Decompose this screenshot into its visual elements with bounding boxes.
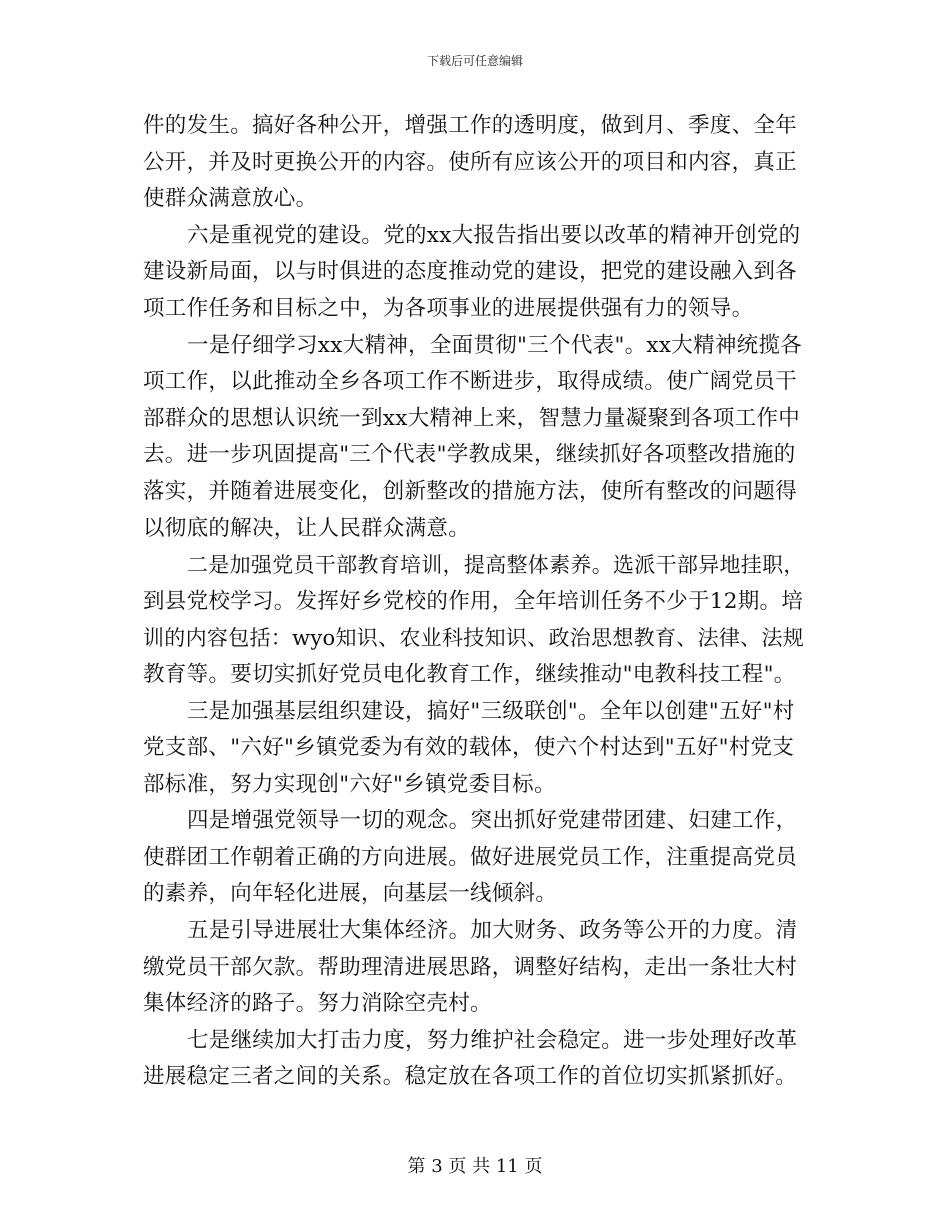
text-line: 以彻底的解决，让人民群众满意。 — [143, 515, 471, 541]
page-header-note: 下载后可任意编辑 — [426, 54, 523, 68]
text-line: 部标准，努力实现创"六好"乡镇党委目标。 — [143, 771, 556, 797]
text-line: 训的内容包括：wyo知识、农业科技知识、政治思想教育、法律、法规 — [143, 626, 805, 651]
text-line: 党支部、"六好"乡镇党委为有效的载体，使六个村达到"五好"村党支 — [143, 735, 795, 761]
text-line: 进展稳定三者之间的关系。稳定放在各项工作的首位切实抓紧抓好。 — [143, 1064, 798, 1090]
text-line: 部群众的思想认识统一到xx大精神上来，智慧力量凝聚到各项工作中 — [143, 405, 801, 431]
text-line: 公开，并及时更换公开的内容。使所有应该公开的项目和内容，真正 — [143, 149, 798, 175]
text-line: 建设新局面，以与时俱进的态度推动党的建设，把党的建设融入到各 — [143, 259, 798, 285]
text-line: 使群众满意放心。 — [143, 186, 318, 212]
text-line: 五是引导进展壮大集体经济。加大财务、政务等公开的力度。清 — [187, 918, 798, 944]
text-line: 六是重视党的建设。党的xx大报告指出要以改革的精神开创党的 — [187, 222, 801, 248]
text-line: 件的发生。搞好各种公开，增强工作的透明度，做到月、季度、全年 — [143, 113, 798, 138]
text-line: 四是增强党领导一切的观念。突出抓好党建带团建、妇建工作， — [187, 808, 798, 834]
page-number-footer: 第 3 页 共 11 页 — [407, 1156, 543, 1177]
text-line: 的素养，向年轻化进展，向基层一线倾斜。 — [143, 881, 558, 907]
text-line: 二是加强党员干部教育培训，提高整体素养。选派干部异地挂职， — [187, 553, 805, 578]
text-line: 七是继续加大打击力度，努力维护社会稳定。进一步处理好改革 — [187, 1027, 798, 1053]
text-line: 使群团工作朝着正确的方向进展。做好进展党员工作，注重提高党员 — [143, 844, 798, 870]
text-line: 缴党员干部欠款。帮助理清进展思路，调整好结构，走出一条壮大村 — [143, 954, 798, 980]
text-line: 去。进一步巩固提高"三个代表"学教成果，继续抓好各项整改措施的 — [143, 442, 796, 468]
text-line: 到县党校学习。发挥好乡党校的作用，全年培训任务不少于12期。培 — [143, 588, 804, 614]
text-line: 教育等。要切实抓好党员电化教育工作，继续推动"电教科技工程"。 — [143, 661, 796, 687]
text-line: 三是加强基层组织建设，搞好"三级联创"。全年以创建"五好"村 — [187, 698, 795, 724]
text-line: 项工作，以此推动全乡各项工作不断进步，取得成绩。使广阔党员干 — [143, 369, 798, 395]
text-line: 集体经济的路子。努力消除空壳村。 — [143, 991, 492, 1017]
text-line: 项工作任务和目标之中，为各项事业的进展提供强有力的领导。 — [143, 295, 754, 321]
text-line: 一是仔细学习xx大精神，全面贯彻"三个代表"。xx大精神统揽各 — [187, 332, 803, 358]
text-line: 落实，并随着进展变化，创新整改的措施方法，使所有整改的问题得 — [143, 478, 798, 504]
document-body — [143, 108, 808, 1096]
